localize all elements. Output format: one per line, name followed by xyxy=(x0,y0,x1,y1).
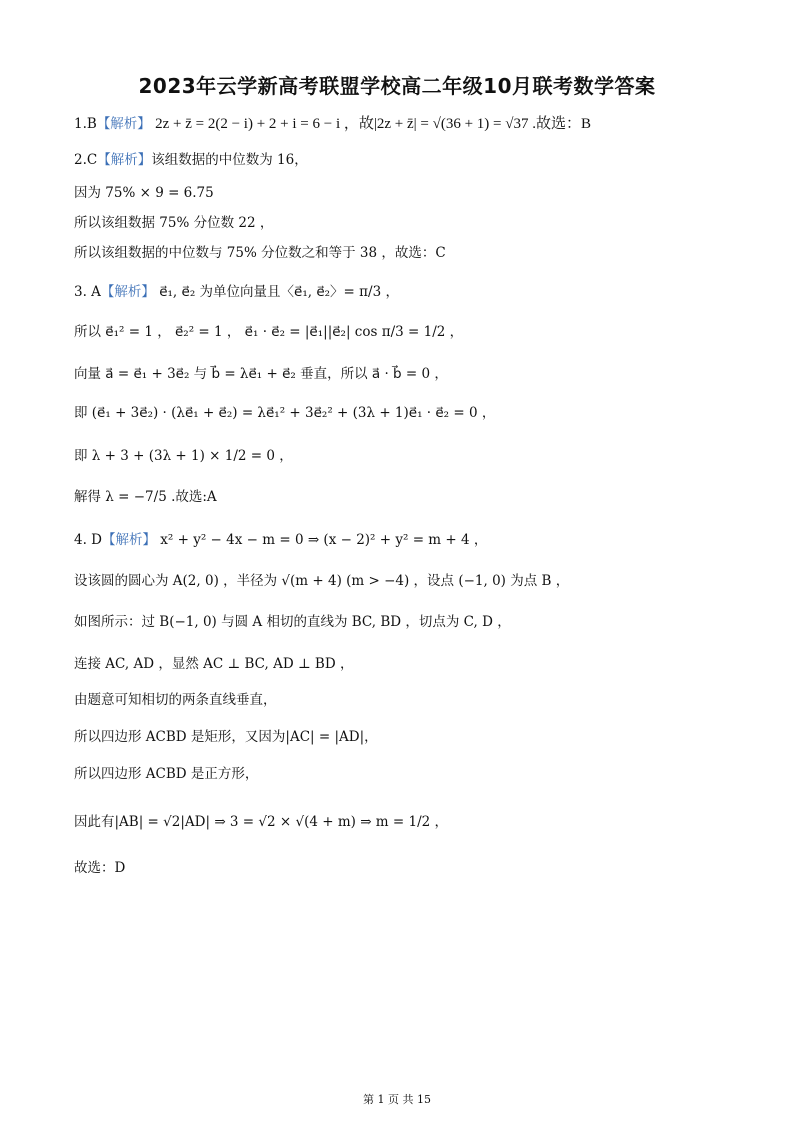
q4-text-1: x² + y² − 4x − m = 0 ⇒ (x − 2)² + y² = m + 4 ， xyxy=(160,532,488,548)
q4-number: 4. D xyxy=(74,532,102,548)
q3-line-6: 解得 λ = −7/5 .故选:A xyxy=(74,489,217,505)
q3-line-1 xyxy=(74,282,754,302)
analysis-tag: 【解析】 xyxy=(102,532,156,548)
analysis-tag: 【解析】 xyxy=(96,116,151,132)
q1-number: 1.B xyxy=(74,116,97,132)
q4-line-5: 由题意可知相切的两条直线垂直， xyxy=(74,692,277,708)
q2-line-3: 所以该组数据 75% 分位数 22 ， xyxy=(74,215,274,231)
q3-line-3: 向量 a⃗ = e⃗₁ + 3e⃗₂ 与 b⃗ = λe⃗₁ + e⃗₂ 垂直，所以 a⃗ · b⃗ = 0 ， xyxy=(74,366,448,382)
q2-line-1 xyxy=(74,150,754,170)
q4-line-8: 因此有|AB| = √2|AD| ⇒ 3 = √2 × √(4 + m) ⇒ m = 1/2 ， xyxy=(74,814,449,830)
q4-line-1 xyxy=(74,530,754,550)
page-title: 2023年云学新高考联盟学校高二年级10月联考数学答案 xyxy=(138,74,656,98)
q4-line-9: 故选：D xyxy=(74,860,126,876)
q4-line-4: 连接 AC, AD ，显然 AC ⊥ BC, AD ⊥ BD ， xyxy=(74,656,354,672)
q2-number: 2.C xyxy=(74,152,98,168)
q2-line-4: 所以该组数据的中位数与 75% 分位数之和等于 38 ，故选：C xyxy=(74,245,446,261)
q1-line-1 xyxy=(74,114,754,134)
page-footer: 第 1 页 共 15 xyxy=(363,1093,431,1106)
q4-line-2: 设该圆的圆心为 A(2, 0) ，半径为 √(m + 4) (m > −4) ，设点 (−1, 0) 为点 B ， xyxy=(74,573,570,589)
q4-line-7: 所以四边形 ACBD 是正方形， xyxy=(74,766,259,782)
q3-line-4: 即 (e⃗₁ + 3e⃗₂) · (λe⃗₁ + e⃗₂) = λe⃗₁² + 3e⃗₂² + (3λ + 1)e⃗₁ · e⃗₂ = 0 ， xyxy=(74,405,496,421)
q2-text-1: 该组数据的中位数为 16， xyxy=(151,152,308,168)
analysis-tag: 【解析】 xyxy=(97,152,152,168)
q4-line-6: 所以四边形 ACBD 是矩形，又因为|AC| = |AD|， xyxy=(74,729,378,745)
q3-number: 3. A xyxy=(74,284,101,300)
q3-line-2: 所以 e⃗₁² = 1 ， e⃗₂² = 1 ， e⃗₁ · e⃗₂ = |e⃗₁||e⃗₂| cos π/3 = 1/2 ， xyxy=(74,324,464,340)
q3-line-5: 即 λ + 3 + (3λ + 1) × 1/2 = 0 ， xyxy=(74,448,293,464)
q3-text-1: e⃗₁, e⃗₂ 为单位向量且〈e⃗₁, e⃗₂〉= π/3 ， xyxy=(159,284,399,300)
analysis-tag: 【解析】 xyxy=(100,284,155,300)
q1-text: 2z + z̄ = 2(2 − i) + 2 + i = 6 − i ，故|2z + z̄| = √(36 + 1) = √37 .故选：B xyxy=(155,116,592,132)
q2-line-2: 因为 75% × 9 = 6.75 xyxy=(74,185,214,201)
q4-line-3: 如图所示：过 B(−1, 0) 与圆 A 相切的直线为 BC, BD ，切点为 C, D ， xyxy=(74,614,511,630)
